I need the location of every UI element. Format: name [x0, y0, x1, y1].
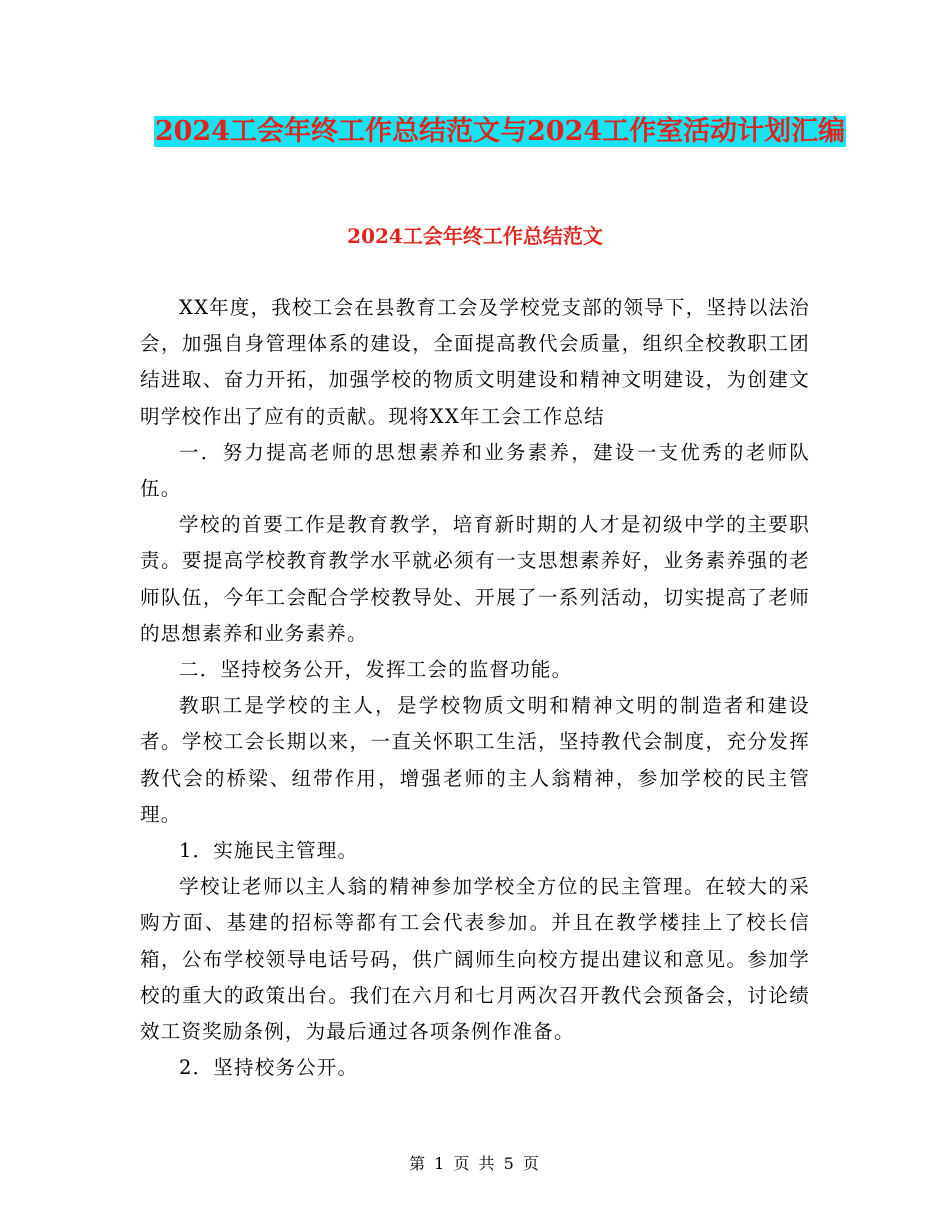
subheading-2: 2．坚持校务公开。 — [179, 1056, 359, 1080]
subheading-1: 1．实施民主管理。 — [179, 839, 359, 863]
body-paragraph-2: 学校的首要工作是教育教学，培育新时期的人才是初级中学的主要职责。要提高学校教育教学水平就必须有一支思想素养好，业务素养强的老师队伍，今年工会配合学校教导处、开展了一系列活动，切实提高了老师的思想素养和业务素养。 — [140, 513, 810, 645]
body-paragraph-4: 学校让老师以主人翁的精神参加学校全方位的民主管理。在较大的采购方面、基建的招标等都有工会代表参加。并且在教学楼挂上了校长信箱，公布学校领导电话号码，供广阔师生向校方提出建议和意见。参加学校的重大的政策出台。我们在六月和七月两次召开教代会预备会，讨论绩效工资奖励条例，为最后通过各项条例作准备。 — [140, 875, 810, 1044]
body-paragraph-3: 教职工是学校的主人，是学校物质文明和精神文明的制造者和建设者。学校工会长期以来，一直关怀职工生活，坚持教代会制度，充分发挥教代会的桥梁、纽带作用，增强老师的主人翁精神，参加学校的民主管理。 — [140, 694, 810, 826]
document-title — [140, 110, 860, 154]
body-paragraph-1: XX年度，我校工会在县教育工会及学校党支部的领导下，坚持以法治会，加强自身管理体系的建设，全面提高教代会质量，组织全校教职工团结进取、奋力开拓，加强学校的物质文明建设和精神文明建设，为创建文明学校作出了应有的贡献。现将XX年工会工作总结 — [140, 296, 810, 428]
section-heading-1: 一．努力提高老师的思想素养和业务素养，建设一支优秀的老师队伍。 — [140, 440, 810, 501]
section-heading-2: 二．坚持校务公开，发挥工会的监督功能。 — [179, 658, 573, 682]
document-title-highlight: 2024工会年终工作总结范文与2024工作室活动计划汇编 — [154, 116, 846, 147]
section-title: 2024工会年终工作总结范文 — [347, 224, 603, 248]
page-footer: 第 1 页 共 5 页 — [409, 1154, 541, 1173]
document-body — [140, 290, 810, 1086]
